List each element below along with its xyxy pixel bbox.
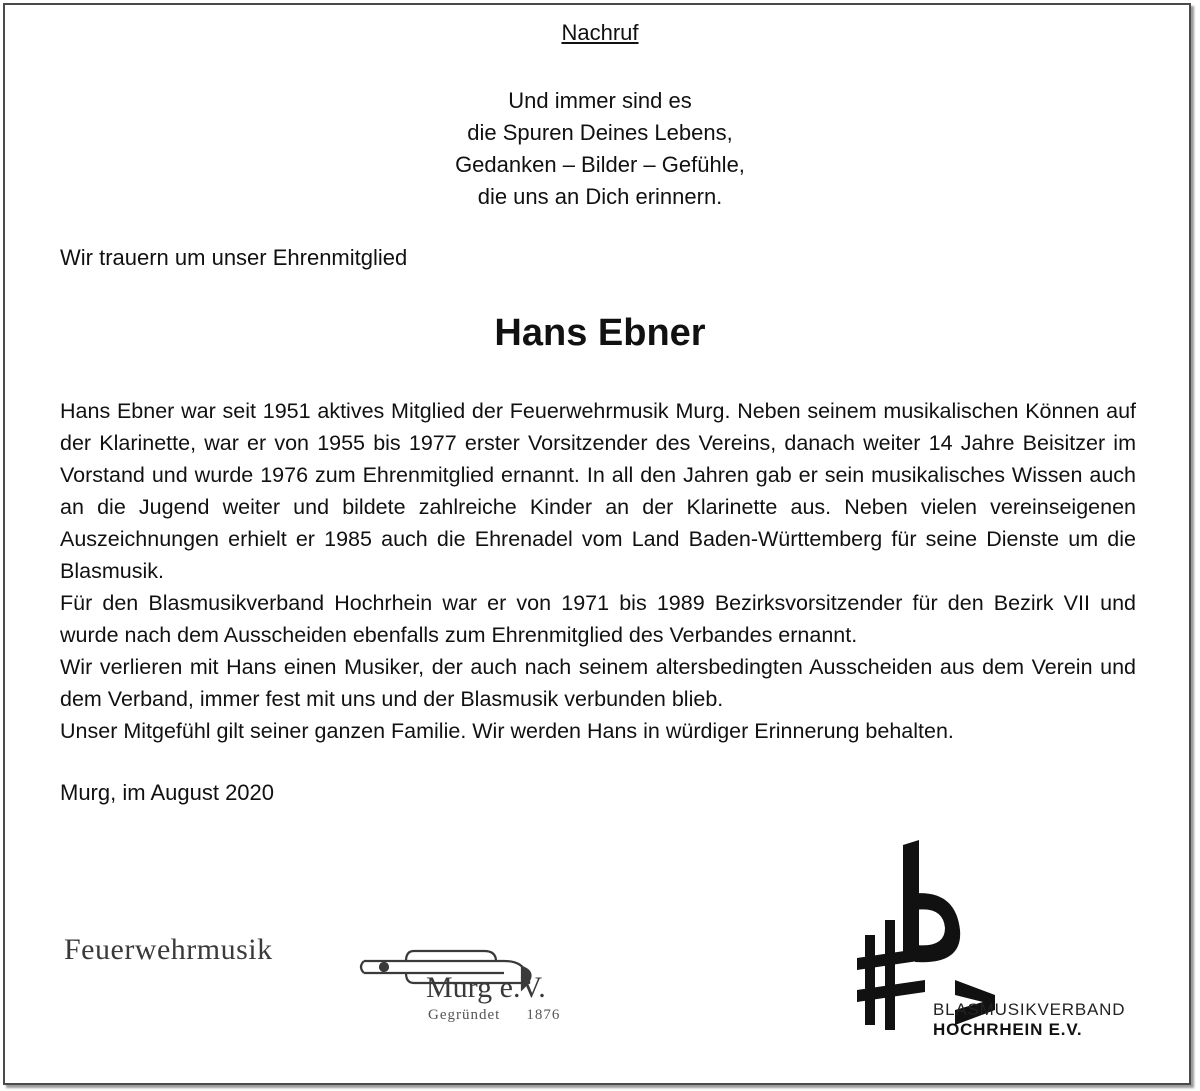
place-date: Murg, im August 2020 — [60, 780, 275, 805]
feuerwehrmusik-logo — [64, 925, 584, 1035]
deceased-name: Hans Ebner — [494, 312, 706, 354]
body-paragraph: Wir verlieren mit Hans einen Musiker, der auch nach seinem altersbedingten Ausscheiden aus dem Verein und dem Verband, immer fest mit uns und der Blasmusik verbunden blieb. — [60, 655, 1136, 711]
document-heading: Nachruf — [561, 20, 639, 45]
blasmusikverband-logo — [855, 840, 1145, 1040]
body-paragraph: Für den Blasmusikverband Hochrhein war er von 1971 bis 1989 Bezirksvorsitzender für den Bezirk VII und wurde nach dem Ausscheiden ebenfalls zum Ehrenmitglied des Verbandes ernannt. — [60, 591, 1136, 647]
poem-line: Und immer sind es — [508, 88, 692, 113]
logo-founded — [428, 1007, 560, 1024]
obituary-body — [60, 395, 1136, 747]
body-paragraph: Unser Mitgefühl gilt seiner ganzen Familie. Wir werden Hans in würdiger Erinnerung behalten. — [60, 719, 954, 743]
logo-line-2: HOCHRHEIN E.V. — [933, 1020, 1083, 1039]
poem-line: die Spuren Deines Lebens, — [467, 120, 733, 145]
founded-label: Gegründet — [428, 1007, 501, 1023]
body-paragraph: Hans Ebner war seit 1951 aktives Mitglied der Feuerwehrmusik Murg. Neben seinem musikalischen Können auf der Klarinette, war er von 1955 bis 1977 erster Vorsitzender des Vereins, danach weiter 14 Jahre Beisitzer im Vorstand und wurde 1976 zum Ehrenmitglied ernannt. In all den Jahren gab er sein musikalisches Wissen auch an die Jugend weiter und bildete zahlreiche Kinder an der Klarinette aus. Neben vielen vereinseigenen Auszeichnungen erhielt er 1985 auch die Ehrenadel vom Land Baden-Württemberg für seine Dienste um die Blasmusik. — [60, 399, 1136, 583]
poem-line: Gedanken – Bilder – Gefühle, — [455, 152, 745, 177]
founded-year: 1876 — [526, 1007, 561, 1023]
logo-city: Murg e.V. — [426, 971, 546, 1004]
poem-line: die uns an Dich erinnern. — [477, 184, 723, 209]
logo-name: Feuerwehrmusik — [64, 933, 273, 966]
poem — [0, 85, 1200, 213]
intro-text: Wir trauern um unser Ehrenmitglied — [60, 245, 408, 270]
logo-line-1: BLASMUSIKVERBAND — [933, 1000, 1126, 1019]
